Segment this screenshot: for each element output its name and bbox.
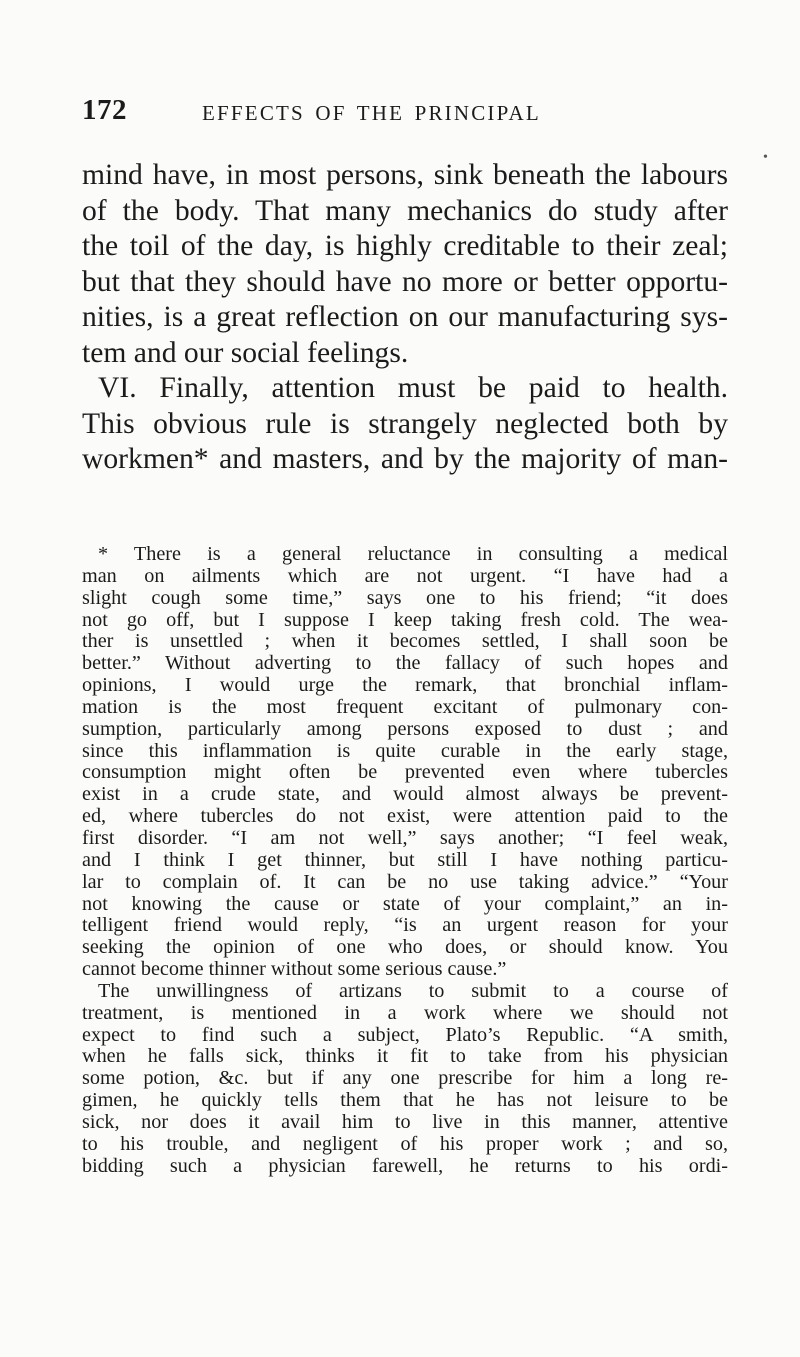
text-line: tem and our social feelings. bbox=[82, 336, 409, 369]
footnote-line: first disorder. “I am not well,” says another; “I feel weak, bbox=[82, 826, 728, 849]
footnote-line: some potion, &c. but if any one prescribe for him a long re- bbox=[82, 1067, 728, 1090]
footnote-line: bidding such a physician farewell, he returns to his ordi- bbox=[82, 1154, 728, 1177]
main-text bbox=[82, 158, 728, 478]
footnote-line: opinions, I would urge the remark, that bronchial inflam- bbox=[82, 674, 728, 697]
footnote-line: to his trouble, and negligent of his proper work ; and so, bbox=[82, 1132, 728, 1155]
text-line: of the body. That many mechanics do study after bbox=[82, 194, 728, 227]
footnote-line: since this inflammation is quite curable in the early stage, bbox=[82, 739, 728, 762]
footnote-line: mation is the most frequent excitant of pulmonary con- bbox=[82, 695, 728, 718]
footnote-line: ther is unsettled ; when it becomes settled, I shall soon be bbox=[82, 630, 728, 653]
page-header bbox=[82, 94, 722, 134]
footnote-line: lar to complain of. It can be no use taking advice.” “Your bbox=[82, 870, 728, 893]
footnote-line: sick, nor does it avail him to live in this manner, attentive bbox=[82, 1110, 728, 1133]
text-line: mind have, in most persons, sink beneath the labours bbox=[82, 159, 728, 191]
footnote-line: seeking the opinion of one who does, or should know. You bbox=[82, 936, 728, 959]
footnote-line: The unwillingness of artizans to submit to a course of bbox=[98, 979, 728, 1002]
footnote-line: telligent friend would reply, “is an urgent reason for your bbox=[82, 914, 728, 937]
footnote-line: man on ailments which are not urgent. “I have had a bbox=[82, 564, 728, 587]
footnote-line: when he falls sick, thinks it fit to take from his physician bbox=[82, 1045, 728, 1068]
footnote-line: and I think I get thinner, but still I have nothing particu- bbox=[82, 848, 728, 871]
footnote-line: better.” Without adverting to the fallacy of such hopes and bbox=[82, 652, 728, 675]
text-line: workmen* and masters, and by the majority of man- bbox=[82, 443, 728, 475]
footnote-line: gimen, he quickly tells them that he has not leisure to be bbox=[82, 1089, 728, 1112]
footnote-line: ed, where tubercles do not exist, were attention paid to the bbox=[82, 805, 728, 828]
text-line: nities, is a great reflection on our manufacturing sys- bbox=[82, 301, 728, 333]
footnote-line: slight cough some time,” says one to his friend; “it does bbox=[82, 586, 728, 609]
footnote bbox=[82, 544, 728, 1177]
margin-speck: • bbox=[763, 150, 768, 165]
footnote-line: consumption might often be prevented even where tubercles bbox=[82, 761, 728, 784]
text-line: but that they should have no more or better opportu- bbox=[82, 265, 728, 298]
footnote-line: not knowing the cause or state of your complaint,” an in- bbox=[82, 892, 728, 915]
text-line: VI. Finally, attention must be paid to health. bbox=[98, 372, 728, 404]
footnote-line: sumption, particularly among persons exposed to dust ; and bbox=[82, 717, 728, 740]
footnote-line: * There is a general reluctance in consulting a medical bbox=[98, 543, 728, 565]
page-number: 172 bbox=[82, 94, 127, 126]
footnote-line: expect to find such a subject, Plato’s Republic. “A smith, bbox=[82, 1023, 728, 1046]
text-line: the toil of the day, is highly creditable to their zeal; bbox=[82, 230, 728, 262]
footnote-line: exist in a crude state, and would almost always be prevent- bbox=[82, 783, 728, 806]
text-line: This obvious rule is strangely neglected both by bbox=[82, 407, 728, 440]
running-title: EFFECTS OF THE PRINCIPAL bbox=[202, 101, 541, 125]
footnote-line: not go off, but I suppose I keep taking fresh cold. The wea- bbox=[82, 608, 728, 631]
footnote-line: treatment, is mentioned in a work where we should not bbox=[82, 1001, 728, 1024]
footnote-line: cannot become thinner without some serious cause.” bbox=[82, 958, 507, 981]
